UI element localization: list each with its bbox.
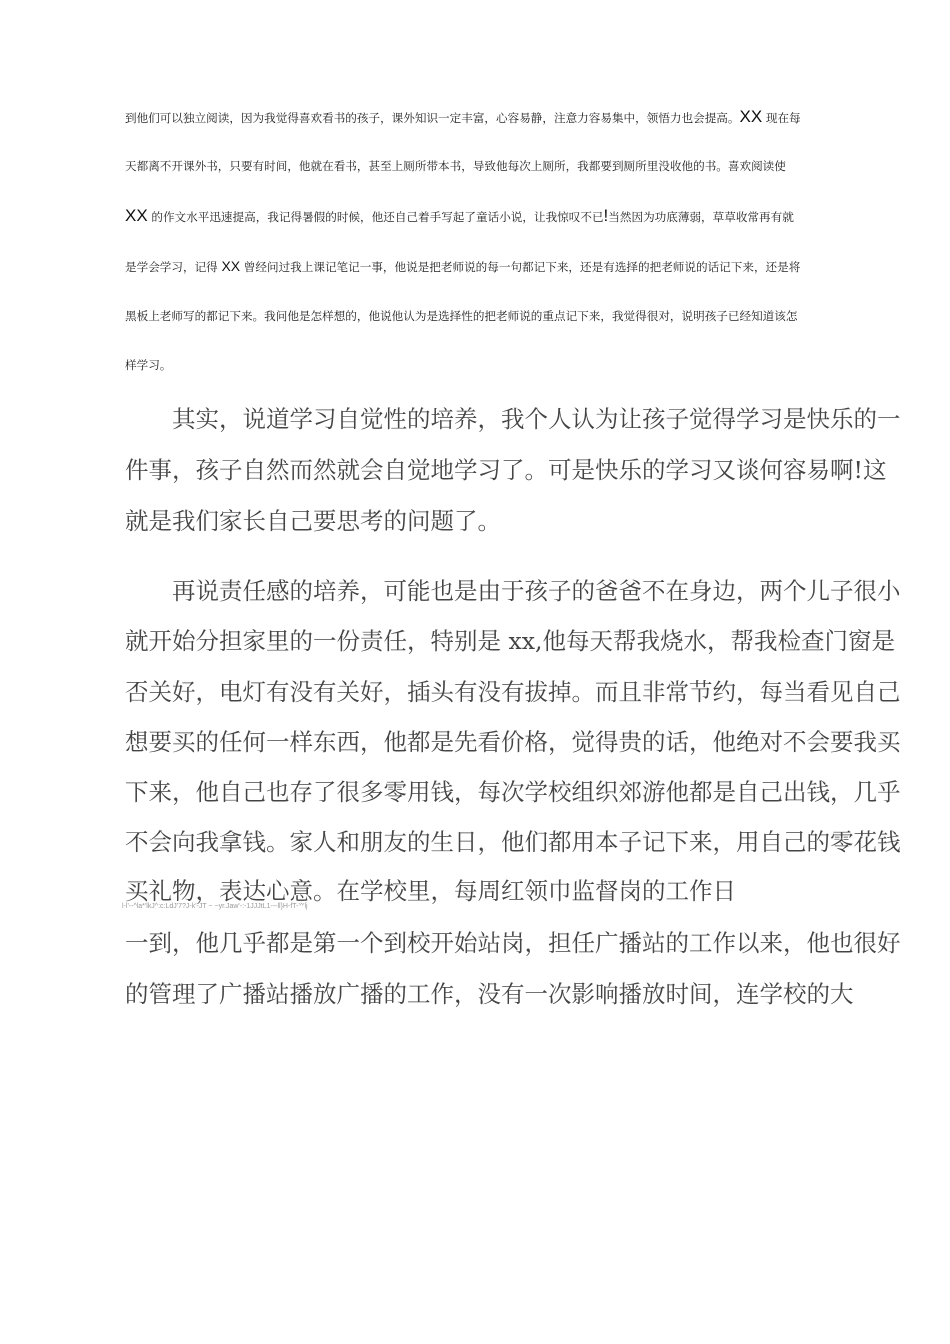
- paragraph-line: 就开始分担家里的一份责任，特别是 xx,他每天帮我烧水，帮我检查门窗是: [125, 627, 895, 655]
- paragraph-line: 不会向我拿钱。家人和朋友的生日，他们都用本子记下来，用自己的零花钱: [125, 828, 901, 856]
- text-line: [125, 258, 800, 275]
- text-run: 当然因为功底薄弱，草草收常再有就: [608, 210, 794, 224]
- text-run: 现在每: [762, 111, 801, 125]
- paragraph-line: 下来，他自己也存了很多零用钱，每次学校组织郊游他都是自己出钱，几乎: [125, 778, 901, 806]
- paragraph-line: 的管理了广播站播放广播的工作，没有一次影响播放时间，连学校的大: [125, 980, 854, 1008]
- paragraph-line: 其实，说道学习自觉性的培养，我个人认为让孩子觉得学习是快乐的一: [172, 405, 901, 433]
- text-run: 到他们可以独立阅读，因为我觉得喜欢看书的孩子，课外知识一定丰富，心容易静，注意力容易集中，领悟力也会提高。: [125, 111, 740, 125]
- text-run: 是学会学习，记得: [125, 260, 222, 274]
- paragraph-line: 再说责任感的培养，可能也是由于孩子的爸爸不在身边，两个儿子很小: [172, 577, 901, 605]
- text-line: [125, 206, 794, 226]
- placeholder-name: XX: [221, 258, 241, 274]
- text-line: 样学习。: [125, 358, 172, 372]
- exclamation-mark: !: [603, 206, 609, 225]
- paragraph-line: 买礼物，表达心意。在学校里，每周红领巾监督岗的工作日: [125, 877, 736, 905]
- paragraph-line: 就是我们家长自己要思考的问题了。: [125, 507, 501, 535]
- text-run: 的作文水平迅速提高，我记得暑假的时候，他还自己着手写起了童话小说，让我惊叹不已: [147, 210, 604, 224]
- ocr-noise-text: l-l'--^la*'lkJ^:c:LdJ'7?J-k'-JT ~ ~yr.Jaw'-:-1JJJtL1---ll}H-fT-'^'lj: [122, 903, 308, 910]
- text-line: [125, 107, 801, 127]
- placeholder-name: XX: [739, 107, 763, 126]
- paragraph-line: 想要买的任何一样东西，他都是先看价格，觉得贵的话，他绝对不会要我买: [125, 728, 901, 756]
- text-line: 天都离不开课外书，只要有时间，他就在看书，甚至上厕所带本书，导致他每次上厕所，我都要到厕所里没收他的书。喜欢阅读使: [125, 159, 786, 173]
- text-run: 曾经问过我上课记笔记一事，他说是把老师说的每一句都记下来，还是有选择的把老师说的话记下来，还是将: [240, 260, 801, 274]
- placeholder-name: XX: [125, 206, 148, 225]
- text-line: 黑板上老师写的都记下来。我问他是怎样想的，他说他认为是选择性的把老师说的重点记下来，我觉得很对，说明孩子已经知道该怎: [125, 309, 798, 323]
- paragraph-line: 一到，他几乎都是第一个到校开始站岗，担任广播站的工作以来，他也很好: [125, 929, 901, 957]
- paragraph-line: 否关好，电灯有没有关好，插头有没有拔掉。而且非常节约，每当看见自己: [125, 678, 901, 706]
- paragraph-line: 件事，孩子自然而然就会自觉地学习了。可是快乐的学习又谈何容易啊!这: [125, 456, 887, 484]
